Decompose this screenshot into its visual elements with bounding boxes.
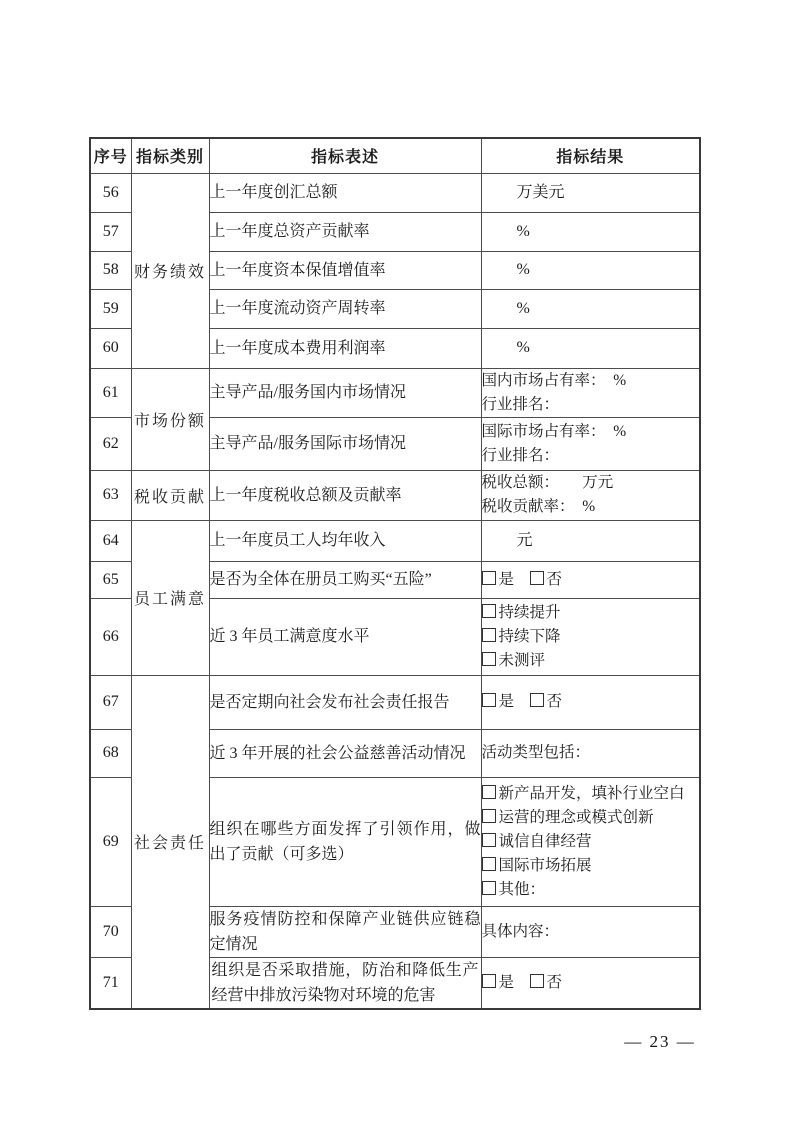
- page-number: — 23 —: [624, 1032, 696, 1051]
- indicator-description-cell: 组织在哪些方面发挥了引领作用，做出了贡献（可多选）: [209, 777, 481, 906]
- row-number-cell: 67: [90, 675, 131, 729]
- result-line: 万美元: [516, 183, 565, 201]
- category-cell: 税收贡献: [131, 470, 209, 520]
- row-number-cell: 64: [90, 520, 131, 561]
- result-line: 诚信自律经营: [482, 830, 700, 854]
- row-number-cell: 63: [90, 470, 131, 520]
- checkbox-icon[interactable]: [482, 974, 496, 988]
- result-line: 元: [516, 531, 533, 549]
- indicator-result-cell: [481, 520, 700, 561]
- indicator-result-cell: [481, 598, 700, 675]
- result-line: 税收总额： 万元: [481, 474, 614, 491]
- col-header-result: 指标结果: [481, 138, 700, 173]
- indicator-description-cell: 上一年度总资产贡献率: [209, 212, 481, 251]
- checkbox-icon[interactable]: [482, 628, 496, 642]
- checkbox-icon[interactable]: [482, 881, 496, 895]
- checkbox-icon[interactable]: [530, 974, 544, 988]
- indicator-description-cell: 上一年度税收总额及贡献率: [209, 470, 481, 520]
- result-line: %: [516, 222, 530, 240]
- table-header-row: [90, 138, 700, 173]
- checkbox-icon[interactable]: [482, 809, 496, 823]
- row-number-cell: 58: [90, 251, 131, 289]
- category-cell: 财务绩效: [131, 173, 209, 368]
- col-header-description: 指标表述: [209, 138, 481, 173]
- result-line: 国际市场占有率： %: [481, 422, 627, 440]
- col-header-index: 序号: [90, 138, 131, 173]
- checkbox-icon[interactable]: [482, 652, 496, 666]
- indicator-description-cell: 主导产品/服务国内市场情况: [209, 368, 481, 417]
- indicator-description-cell: 近 3 年员工满意度水平: [209, 598, 481, 675]
- checkbox-icon[interactable]: [482, 857, 496, 871]
- row-number-cell: 69: [90, 777, 131, 906]
- indicator-description-cell: 上一年度员工人均年收入: [209, 520, 481, 561]
- indicator-description-cell: 是否为全体在册员工购买“五险”: [209, 561, 481, 598]
- result-line: %: [516, 261, 530, 278]
- table-row: [90, 368, 700, 417]
- result-line: 活动类型包括：: [481, 744, 591, 761]
- indicator-description-cell: 上一年度创汇总额: [209, 173, 481, 212]
- category-cell: 社会责任: [131, 675, 209, 1009]
- indicator-table: [89, 137, 701, 1010]
- indicator-description-cell: 主导产品/服务国际市场情况: [209, 417, 481, 470]
- result-line: %: [516, 299, 530, 317]
- result-line: %: [516, 339, 530, 356]
- indicator-description-cell: 是否定期向社会发布社会责任报告: [209, 675, 481, 729]
- col-header-category: 指标类别: [131, 138, 209, 173]
- result-line: 持续下降: [482, 625, 700, 649]
- indicator-result-cell: [481, 289, 700, 328]
- row-number-cell: 70: [90, 906, 131, 957]
- category-cell: 员工满意: [131, 520, 209, 675]
- indicator-result-cell: [481, 173, 700, 212]
- table-row: [90, 675, 700, 729]
- result-line: 行业排名：: [481, 395, 560, 413]
- indicator-result-cell: [481, 417, 700, 470]
- result-line: 未测评: [482, 649, 700, 673]
- indicator-result-cell: [481, 675, 700, 729]
- indicator-result-cell: [481, 251, 700, 289]
- table-row: [90, 173, 700, 212]
- result-line: 是 否: [482, 971, 700, 995]
- indicator-result-cell: [481, 470, 700, 520]
- indicator-result-cell: [481, 328, 700, 368]
- indicator-result-cell: [481, 212, 700, 251]
- row-number-cell: 68: [90, 729, 131, 777]
- result-line: 运营的理念或模式创新: [482, 806, 700, 830]
- result-line: 持续提升: [482, 601, 700, 625]
- table-row: [90, 470, 700, 520]
- row-number-cell: 71: [90, 957, 131, 1009]
- checkbox-icon[interactable]: [482, 571, 496, 585]
- indicator-result-cell: [481, 561, 700, 598]
- result-line: 是 否: [482, 568, 700, 592]
- indicator-result-cell: [481, 777, 700, 906]
- category-cell: 市场份额: [131, 368, 209, 470]
- indicator-description-cell: 近 3 年开展的社会公益慈善活动情况: [209, 729, 481, 777]
- row-number-cell: 59: [90, 289, 131, 328]
- checkbox-icon[interactable]: [482, 785, 496, 799]
- indicator-result-cell: [481, 906, 700, 957]
- row-number-cell: 61: [90, 368, 131, 417]
- result-line: 国内市场占有率： %: [481, 371, 627, 389]
- result-line: 具体内容：: [481, 922, 560, 940]
- row-number-cell: 56: [90, 173, 131, 212]
- result-line: 税收贡献率： %: [481, 498, 596, 515]
- indicator-table-body: [90, 173, 700, 1009]
- result-line: 行业排名：: [481, 446, 560, 464]
- indicator-description-cell: 上一年度资本保值增值率: [209, 251, 481, 289]
- indicator-result-cell: [481, 368, 700, 417]
- checkbox-icon[interactable]: [482, 693, 496, 707]
- checkbox-icon[interactable]: [482, 833, 496, 847]
- result-line: 新产品开发，填补行业空白: [482, 782, 700, 806]
- result-line: 国际市场拓展: [482, 854, 700, 878]
- checkbox-icon[interactable]: [530, 693, 544, 707]
- row-number-cell: 60: [90, 328, 131, 368]
- row-number-cell: 62: [90, 417, 131, 470]
- indicator-description-cell: 服务疫情防控和保障产业链供应链稳定情况: [209, 906, 481, 957]
- result-line: 是 否: [482, 690, 700, 714]
- checkbox-icon[interactable]: [482, 604, 496, 618]
- indicator-result-cell: [481, 729, 700, 777]
- indicator-description-cell: 上一年度流动资产周转率: [209, 289, 481, 328]
- indicator-description-cell: 上一年度成本费用利润率: [209, 328, 481, 368]
- indicator-result-cell: [481, 957, 700, 1009]
- checkbox-icon[interactable]: [530, 571, 544, 585]
- row-number-cell: 65: [90, 561, 131, 598]
- row-number-cell: 66: [90, 598, 131, 675]
- row-number-cell: 57: [90, 212, 131, 251]
- result-line: 其他：: [482, 878, 700, 902]
- table-row: [90, 520, 700, 561]
- indicator-description-cell: 组织是否采取措施，防治和降低生产经营中排放污染物对环境的危害: [209, 957, 481, 1009]
